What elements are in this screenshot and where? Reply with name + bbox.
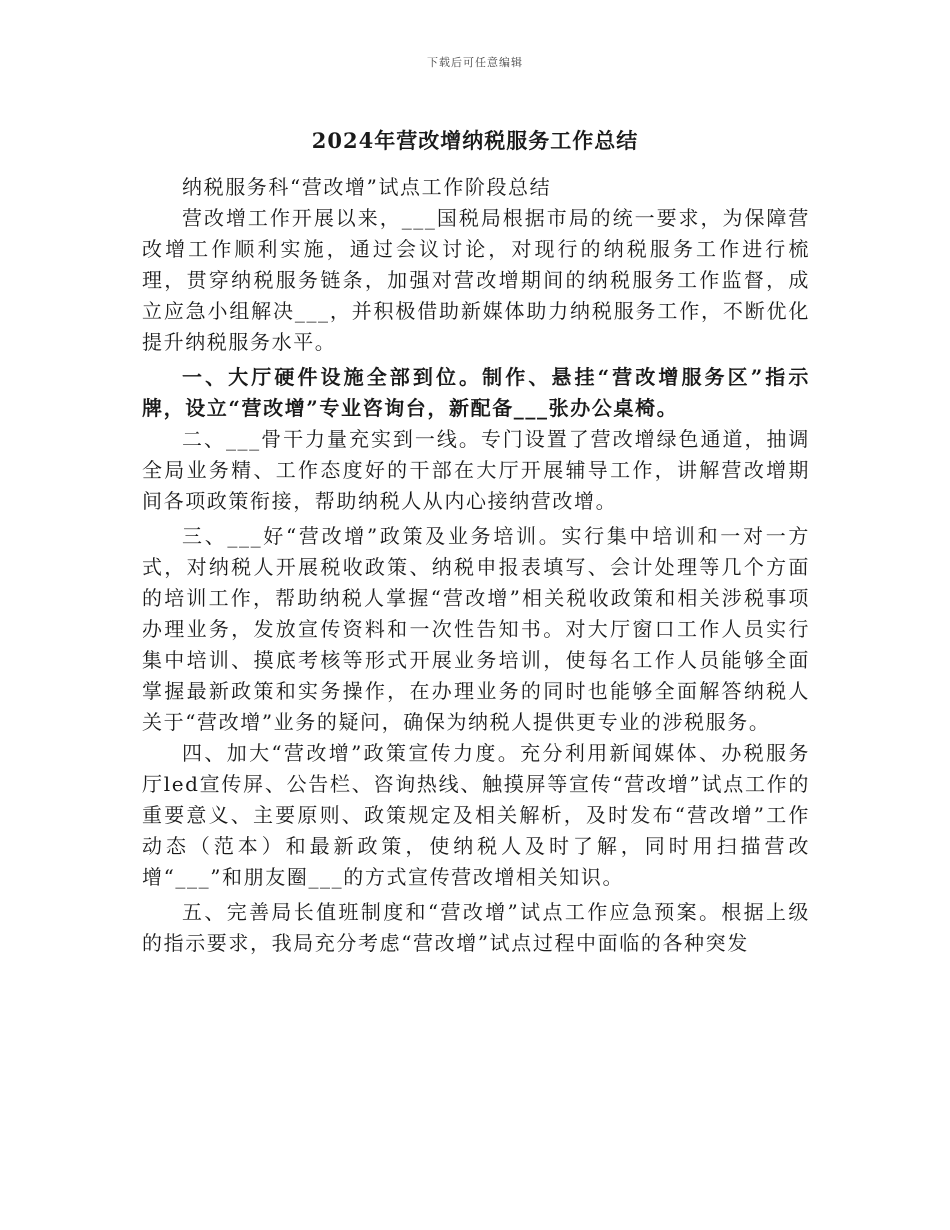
header-note: 下载后可任意编辑 [427, 56, 523, 69]
paragraph-section-2: 二、___骨干力量充实到一线。专门设置了营改增绿色通道，抽调全局业务精、工作态度好的干部在大厅开展辅导工作，讲解营改增期间各项政策衔接，帮助纳税人从内心接纳营改增。 [142, 427, 810, 513]
paragraph-section-3: 三、___好“营改增”政策及业务培训。实行集中培训和一对一方式，对纳税人开展税收政策、纳税申报表填写、会计处理等几个方面的培训工作，帮助纳税人掌握“营改增”相关税收政策和相关涉税事项办理业务，发放宣传资料和一次性告知书。对大厅窗口工作人员实行集中培训、摸底考核等形式开展业务培训，使每名工作人员能够全面掌握最新政策和实务操作，在办理业务的同时也能够全面解答纳税人关于“营改增”业务的疑问，确保为纳税人提供更专业的涉税服务。 [142, 524, 810, 734]
paragraph-subtitle: 纳税服务科“营改增”试点工作阶段总结 [182, 175, 552, 199]
paragraph-section-4: 四、加大“营改增”政策宣传力度。充分利用新闻媒体、办税服务厅led宣传屏、公告栏、咨询热线、触摸屏等宣传“营改增”试点工作的重要意义、主要原则、政策规定及相关解析，及时发布“营改增”工作动态（范本）和最新政策，使纳税人及时了解，同时用扫描营改增“___”和朋友圈___的方式宣传营改增相关知识。 [142, 741, 810, 889]
paragraph-section-5: 五、完善局长值班制度和“营改增”试点工作应急预案。根据上级的指示要求，我局充分考虑“营改增”试点过程中面临的各种突发 [142, 900, 810, 955]
document-body [142, 172, 810, 959]
paragraph-section-1: 一、大厅硬件设施全部到位。制作、悬挂“营改增服务区”指示牌，设立“营改增”专业咨询台，新配备___张办公桌椅。 [142, 365, 810, 420]
document-title: 2024年营改增纳税服务工作总结 [311, 128, 639, 153]
paragraph-intro: 营改增工作开展以来，___国税局根据市局的统一要求，为保障营改增工作顺利实施，通过会议讨论，对现行的纳税服务工作进行梳理，贯穿纳税服务链条，加强对营改增期间的纳税服务工作监督，成立应急小组解决___，并积极借助新媒体助力纳税服务工作，不断优化提升纳税服务水平。 [142, 206, 810, 354]
